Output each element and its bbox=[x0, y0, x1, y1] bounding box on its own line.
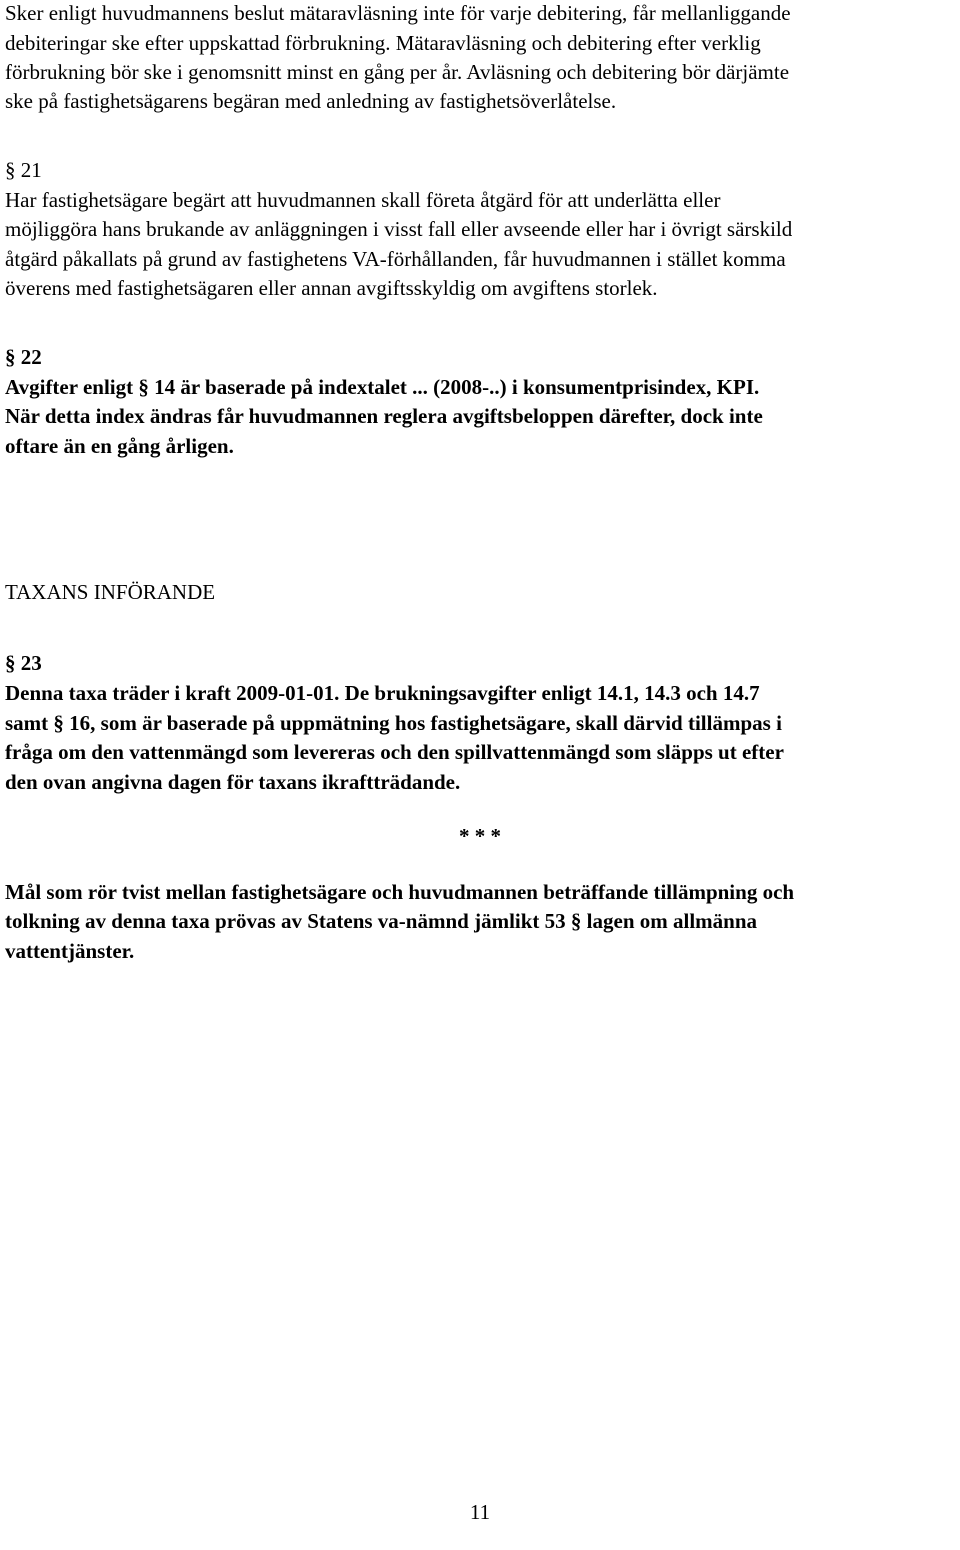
paragraph-1-line-2: debiteringar ske efter uppskattad förbrukning. Mätaravläsning och debitering efter verklig bbox=[5, 31, 761, 55]
section-21-line-4: överens med fastighetsägaren eller annan avgiftsskyldig om avgiftens storlek. bbox=[5, 276, 658, 300]
closing-line-3: vattentjänster. bbox=[5, 939, 135, 963]
section-23-heading bbox=[5, 648, 42, 678]
closing-line-1: Mål som rör tvist mellan fastighetsägare och huvudmannen beträffande tillämpning och bbox=[5, 880, 795, 904]
section-sign: § bbox=[138, 375, 149, 399]
section-number: 22 bbox=[20, 345, 42, 369]
section-number: 23 bbox=[20, 651, 42, 675]
closing-line-2 bbox=[5, 906, 757, 936]
paragraph-1-line-4: ske på fastighetsägarens begäran med anledning av fastighetsöverlåtelse. bbox=[5, 89, 617, 113]
paragraph-1-line-3: förbrukning bör ske i genomsnitt minst en gång per år. Avläsning och debitering bör därjämte bbox=[5, 60, 790, 84]
page-number: 11 bbox=[469, 1500, 491, 1524]
section-sign: § bbox=[5, 158, 16, 182]
section-23-line-4: den ovan angivna dagen för taxans ikraftträdande. bbox=[5, 770, 461, 794]
section-22-line-3: oftare än en gång årligen. bbox=[5, 434, 234, 458]
section-23-line-1: Denna taxa träder i kraft 2009-01-01. De brukningsavgifter enligt 14.1, 14.3 och 14.7 bbox=[5, 681, 760, 705]
section-22-line-1-end: 14 är baserade på indextalet ... (2008-..) i konsumentprisindex, KPI. bbox=[154, 375, 760, 399]
section-heading-taxans-inforande: TAXANS INFÖRANDE bbox=[5, 580, 216, 604]
section-22-line-2: När detta index ändras får huvudmannen reglera avgiftsbeloppen därefter, dock inte bbox=[5, 404, 763, 428]
section-22-line-1-start: Avgifter enligt bbox=[5, 375, 134, 399]
section-sign: § bbox=[5, 651, 16, 675]
section-21-line-2: möjliggöra hans brukande av anläggningen i visst fall eller avseende eller har i övrigt särskild bbox=[5, 217, 793, 241]
section-23-line-2 bbox=[5, 708, 782, 738]
separator-asterisks: * * * bbox=[459, 824, 501, 848]
section-number: 21 bbox=[20, 158, 42, 182]
section-sign: § bbox=[53, 711, 64, 735]
section-23-line-3: fråga om den vattenmängd som levereras och den spillvattenmängd som släpps ut efter bbox=[5, 740, 784, 764]
closing-line-2-start: tolkning av denna taxa prövas av Statens va-nämnd jämlikt 53 bbox=[5, 909, 566, 933]
section-22-line-1 bbox=[5, 372, 759, 402]
section-21-heading bbox=[5, 155, 42, 185]
section-21-line-1: Har fastighetsägare begärt att huvudmannen skall företa åtgärd för att underlätta eller bbox=[5, 188, 721, 212]
section-21-line-3: åtgärd påkallats på grund av fastighetens VA-förhållanden, får huvudmannen i stället komma bbox=[5, 247, 786, 271]
section-sign: § bbox=[570, 909, 582, 933]
section-22-heading bbox=[5, 342, 42, 372]
paragraph-1-line-1: Sker enligt huvudmannens beslut mätaravläsning inte för varje debitering, får mellanliggande bbox=[5, 1, 791, 25]
section-23-line-2-end: 16, som är baserade på uppmätning hos fastighetsägare, skall därvid tillämpas i bbox=[69, 711, 782, 735]
section-sign: § bbox=[5, 345, 16, 369]
closing-line-2-end: lagen om allmänna bbox=[586, 909, 758, 933]
section-23-line-2-start: samt bbox=[5, 711, 49, 735]
